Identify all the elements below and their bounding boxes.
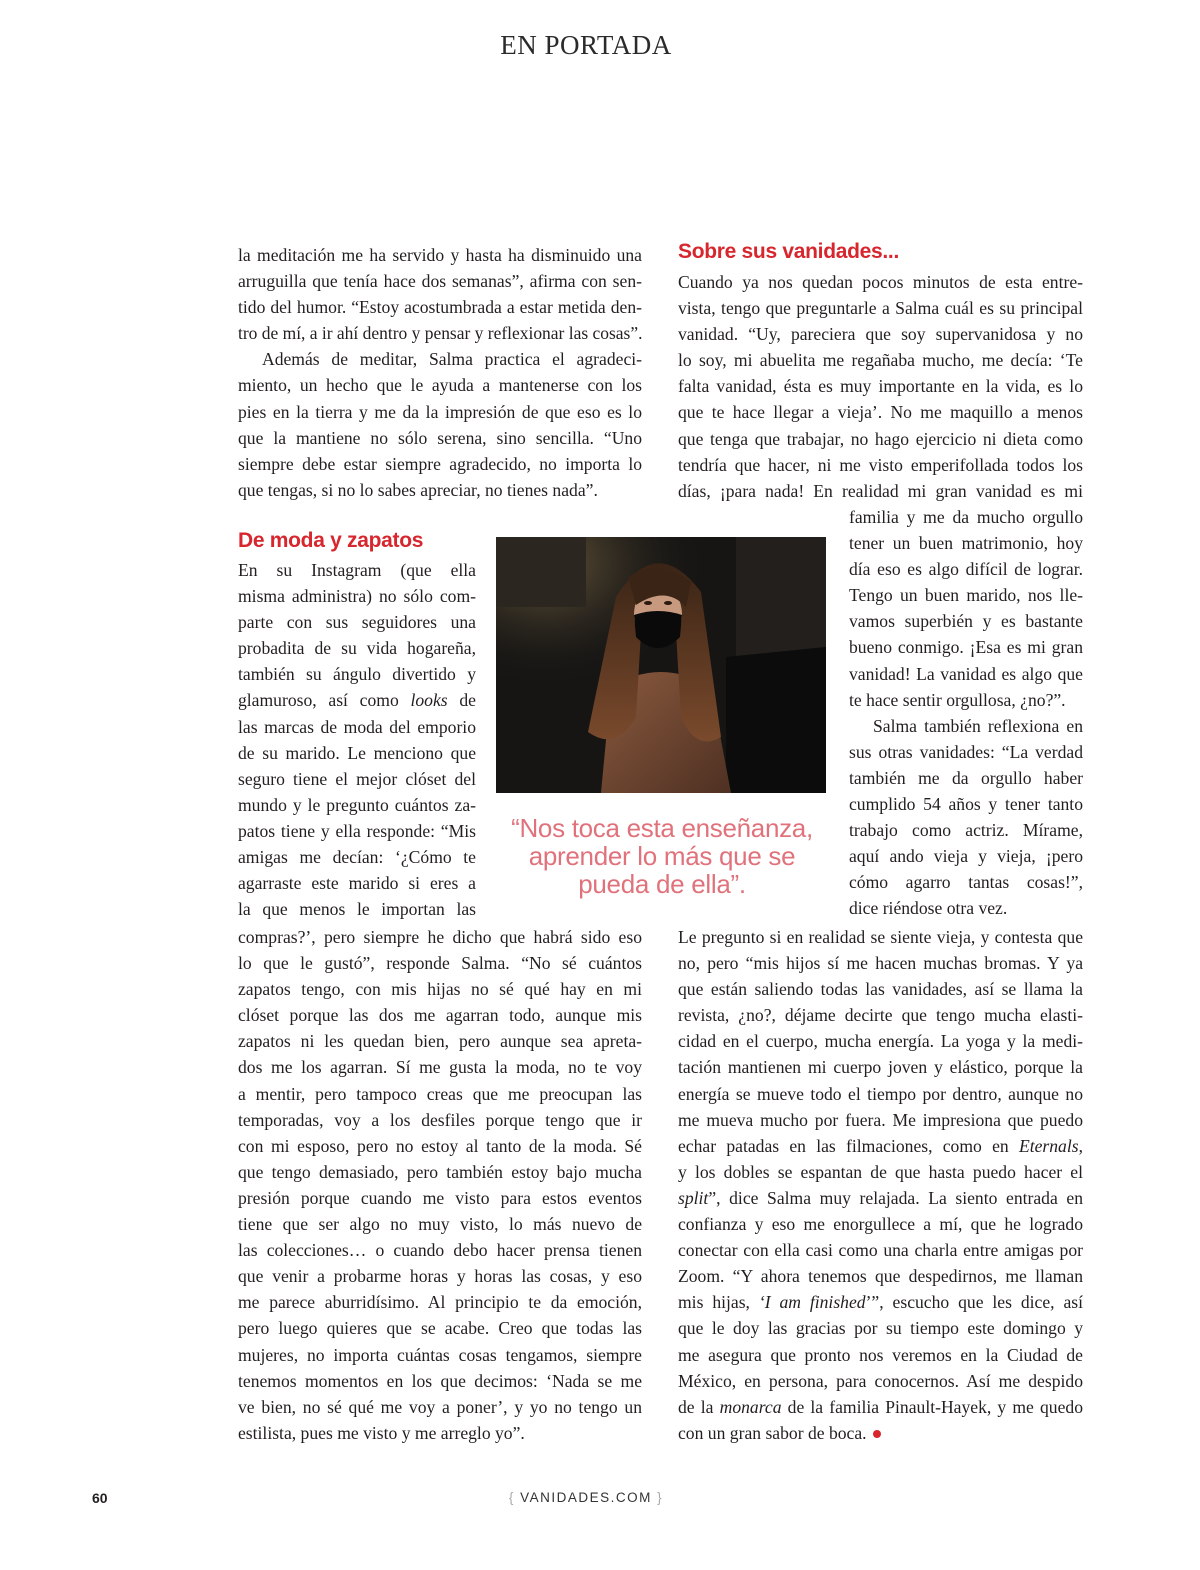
text-line: me mueva mucho por fuera. Me impresiona que puedo bbox=[678, 1109, 1083, 1130]
text-line: tro de mí, a ir ahí dentro y pensar y reflexionar las cosas”. bbox=[238, 323, 643, 344]
footer-site bbox=[0, 1490, 1172, 1505]
pull-quote-line: aprender lo más que se bbox=[528, 841, 796, 871]
brace-open: { bbox=[508, 1490, 515, 1505]
text-line: tenemos momentos en los que decimos: ‘Nada se me bbox=[238, 1370, 642, 1391]
text-line: mujeres, no importa cuántas cosas tengamos, siempre bbox=[238, 1344, 642, 1365]
article-text-left-narrow bbox=[238, 557, 476, 922]
text-line: conectar con ella casi como una charla entre amigas por bbox=[678, 1240, 1083, 1261]
text-line: tido del humor. “Estoy acostumbrada a estar metida den- bbox=[238, 297, 642, 318]
text-line: las colecciones… o cuando debo hacer prensa tienen bbox=[238, 1240, 642, 1261]
text-line: compras?’, pero siempre he dicho que habrá sido eso bbox=[238, 927, 642, 947]
italic-term: monarca bbox=[719, 1396, 782, 1417]
text-line: que tengas, si no lo sabes apreciar, no tienes nada”. bbox=[238, 479, 598, 500]
text-line: Además de meditar, Salma practica el agradeci- bbox=[262, 349, 642, 370]
text-line: que venir a probarme horas y horas las cosas, y eso bbox=[238, 1266, 642, 1287]
text-line: tación mantienen mi cuerpo joven y elástico, porque la bbox=[678, 1057, 1083, 1078]
text-line: cómo agarro tantas cosas!”, bbox=[849, 872, 1083, 893]
text-line: zapatos tengo, con mis hijas no sé qué hay en mi bbox=[238, 979, 642, 1000]
text-line: falta vanidad, ésta es muy importante en la vida, es lo bbox=[678, 376, 1083, 397]
text-line: me asegura que pronto nos veremos en la Ciudad de bbox=[678, 1344, 1083, 1365]
text-line: dice riéndose otra vez. bbox=[849, 898, 1008, 919]
article-text-left-top bbox=[238, 242, 642, 503]
text-line: día eso es algo difícil de lograr. bbox=[849, 559, 1083, 580]
text-line: energía se mueve todo el tiempo por dentro, aunque no bbox=[678, 1083, 1083, 1104]
italic-term: ‘I am finished bbox=[758, 1292, 866, 1313]
text-line: confianza y eso me enorgullece a mí, que he logrado bbox=[678, 1214, 1083, 1235]
text-line: Cuando ya nos quedan pocos minutos de esta entre- bbox=[678, 272, 1083, 292]
text-line: vamos superbién y es bastante bbox=[849, 611, 1083, 632]
text-line: a mentir, pero tampoco creas que me preocupan las bbox=[238, 1083, 642, 1104]
text-line: echar patadas en las filmaciones, como en Eternals, bbox=[678, 1135, 1083, 1156]
text-line: parte con sus seguidores una bbox=[238, 612, 476, 633]
text-line: te hace sentir orgullosa, ¿no?”. bbox=[849, 689, 1066, 710]
text-line: y los dobles se espantan de que hasta puedo hacer el bbox=[678, 1161, 1083, 1182]
italic-term: Eternals bbox=[1018, 1135, 1079, 1156]
text-line: amigas me decían: ‘¿Cómo te bbox=[238, 847, 476, 868]
text-line: estilista, pues me visto y me arreglo yo”. bbox=[238, 1422, 525, 1443]
text-line: patos tiene y ella responde: “Mis bbox=[238, 820, 476, 841]
pull-quote-line: “Nos toca esta enseñanza, bbox=[511, 813, 813, 843]
text-line: Tengo un buen marido, nos lle- bbox=[849, 585, 1083, 606]
text-line: temporadas, voy a los desfiles porque tengo que ir bbox=[238, 1109, 642, 1130]
text-line: arruguilla que tenía hace dos semanas”, afirma con sen- bbox=[238, 271, 642, 292]
section-title-moda: De moda y zapatos bbox=[238, 529, 424, 552]
text-line: En su Instagram (que ella bbox=[238, 560, 476, 580]
text-line: lo soy, mi abuelita me regañaba mucho, me decía: ‘Te bbox=[678, 350, 1083, 371]
text-line: cidad en el cuerpo, mucha energía. La yoga y la medi- bbox=[678, 1031, 1083, 1052]
text-line: que te hace llegar a vieja’. No me maquillo a menos bbox=[678, 402, 1083, 423]
brace-close: } bbox=[657, 1490, 664, 1505]
pull-quote bbox=[492, 814, 832, 898]
site-name: VANIDADES.COM bbox=[520, 1490, 652, 1505]
pull-quote-line: pueda de ella”. bbox=[578, 869, 746, 899]
section-title-vanidades: Sobre sus vanidades... bbox=[678, 240, 899, 263]
text-line: familia y me da mucho orgullo bbox=[849, 507, 1083, 527]
text-line: Le pregunto si en realidad se siente vieja, y contesta que bbox=[678, 927, 1083, 947]
text-line: de la monarca de la familia Pinault-Hayek, y me quedo bbox=[678, 1396, 1083, 1417]
photo-woman-in-mask-illustration bbox=[496, 537, 826, 793]
text-line: probadita de su vida hogareña, bbox=[238, 638, 476, 659]
text-line: días, ¡para nada! En realidad mi gran vanidad es mi bbox=[678, 480, 1083, 501]
text-line: con un gran sabor de boca. bbox=[678, 1420, 1083, 1446]
text-line: vista, tengo que preguntarle a Salma cuál es su principal bbox=[678, 298, 1083, 319]
text-line: tendría que hacer, ni me visto emperifollada todos los bbox=[678, 454, 1083, 475]
text-line: seguro tiene el mejor clóset del bbox=[238, 768, 476, 789]
text-line: lo que le gustó”, responde Salma. “No sé cuántos bbox=[238, 953, 642, 974]
text-line: dos me los agarran. Sí me gusta la moda, no te voy bbox=[238, 1057, 642, 1078]
text-line: tiene que ser algo no muy visto, lo más nuevo de bbox=[238, 1214, 642, 1235]
italic-term: split bbox=[678, 1187, 709, 1208]
text-line: mis hijas, ‘I am finished’”, escucho que les dice, así bbox=[678, 1292, 1083, 1313]
italic-term: looks bbox=[410, 690, 448, 711]
text-line: trabajo como actriz. Mírame, bbox=[849, 820, 1083, 841]
article-text-left-bottom bbox=[238, 924, 642, 1446]
article-text-right-bottom bbox=[678, 924, 1083, 1446]
text-line: presión porque cuando me visto para estos eventos bbox=[238, 1187, 642, 1208]
text-line: split”, dice Salma muy relajada. La siento entrada en bbox=[678, 1187, 1083, 1208]
article-photo bbox=[496, 537, 826, 793]
text-line: de su marido. Le menciono que bbox=[238, 742, 476, 763]
text-line: revista, ¿no?, déjame decirte que tengo mucha elasti- bbox=[678, 1005, 1083, 1026]
text-line: miento, un hecho que le ayuda a mantenerse con los bbox=[238, 375, 642, 396]
text-line: México, en persona, para conocernos. Así me despido bbox=[678, 1370, 1083, 1391]
text-line: pero luego quieres que se acabe. Creo que todas las bbox=[238, 1318, 642, 1339]
text-line: cumplido 54 años y tener tanto bbox=[849, 794, 1083, 815]
page-number: 60 bbox=[92, 1490, 108, 1506]
text-line: que están saliendo todas las vanidades, así se llama la bbox=[678, 979, 1083, 1000]
text-line: pies en la tierra y me da la impresión de que eso es lo bbox=[238, 401, 642, 422]
text-line: aquí ando vieja y vieja, ¡pero bbox=[849, 846, 1083, 867]
text-line: ve bien, no sé qué me voy a poner’, y yo no tengo un bbox=[238, 1396, 642, 1417]
text-line: también me da orgullo haber bbox=[849, 767, 1083, 788]
text-line: que tenga que trabajar, no hago ejercicio ni dieta como bbox=[678, 428, 1083, 449]
text-line: que le doy las gracias por su tiempo este domingo y bbox=[678, 1318, 1083, 1339]
text-line: vanidad! La vanidad es algo que bbox=[849, 663, 1083, 684]
text-line: vanidad. “Uy, pareciera que soy supervanidosa y no bbox=[678, 324, 1083, 345]
text-line: con mi esposo, pero no estoy al tanto de la moda. Sé bbox=[238, 1135, 642, 1156]
text-line: bueno conmigo. ¡Esa es mi gran bbox=[849, 637, 1083, 658]
end-mark-icon bbox=[873, 1430, 881, 1438]
text-line: misma administra) no sólo com- bbox=[238, 586, 476, 607]
article-text-right-narrow bbox=[849, 504, 1083, 922]
text-line: no, pero “mis hijos sí me hacen muchas bromas. Y ya bbox=[678, 953, 1083, 974]
text-line: me parece aburridísimo. Al principio te da emoción, bbox=[238, 1292, 642, 1313]
text-line: siempre debe estar siempre agradecido, no importa lo bbox=[238, 453, 642, 474]
text-line: zapatos ni les quedan bien, pero aunque sea apreta- bbox=[238, 1031, 642, 1052]
text-line: tener un buen matrimonio, hoy bbox=[849, 533, 1083, 554]
article-text-right-top bbox=[678, 269, 1083, 504]
text-line: glamuroso, así como looks de bbox=[238, 690, 476, 711]
text-line: la que menos le importan las bbox=[238, 899, 476, 920]
text-line: las marcas de moda del emporio bbox=[238, 716, 476, 737]
text-line: también su ángulo divertido y bbox=[238, 664, 476, 685]
text-line: que tengo demasiado, pero también estoy bajo mucha bbox=[238, 1161, 642, 1182]
text-line: que la mantiene no sólo serena, sino sencilla. “Uno bbox=[238, 427, 642, 448]
text-line: la meditación me ha servido y hasta ha disminuido una bbox=[238, 245, 642, 265]
text-line: mundo y le pregunto cuántos za- bbox=[238, 794, 476, 815]
text-line: clóset porque las dos me agarran todo, aunque mis bbox=[238, 1005, 642, 1026]
text-line: Zoom. “Y ahora tenemos que despedirnos, me llaman bbox=[678, 1266, 1083, 1287]
text-line: agarraste este marido si eres a bbox=[238, 873, 476, 894]
text-line: Salma también reflexiona en bbox=[873, 715, 1083, 736]
section-header: EN PORTADA bbox=[500, 30, 672, 60]
text-line: sus otras vanidades: “La verdad bbox=[849, 741, 1083, 762]
